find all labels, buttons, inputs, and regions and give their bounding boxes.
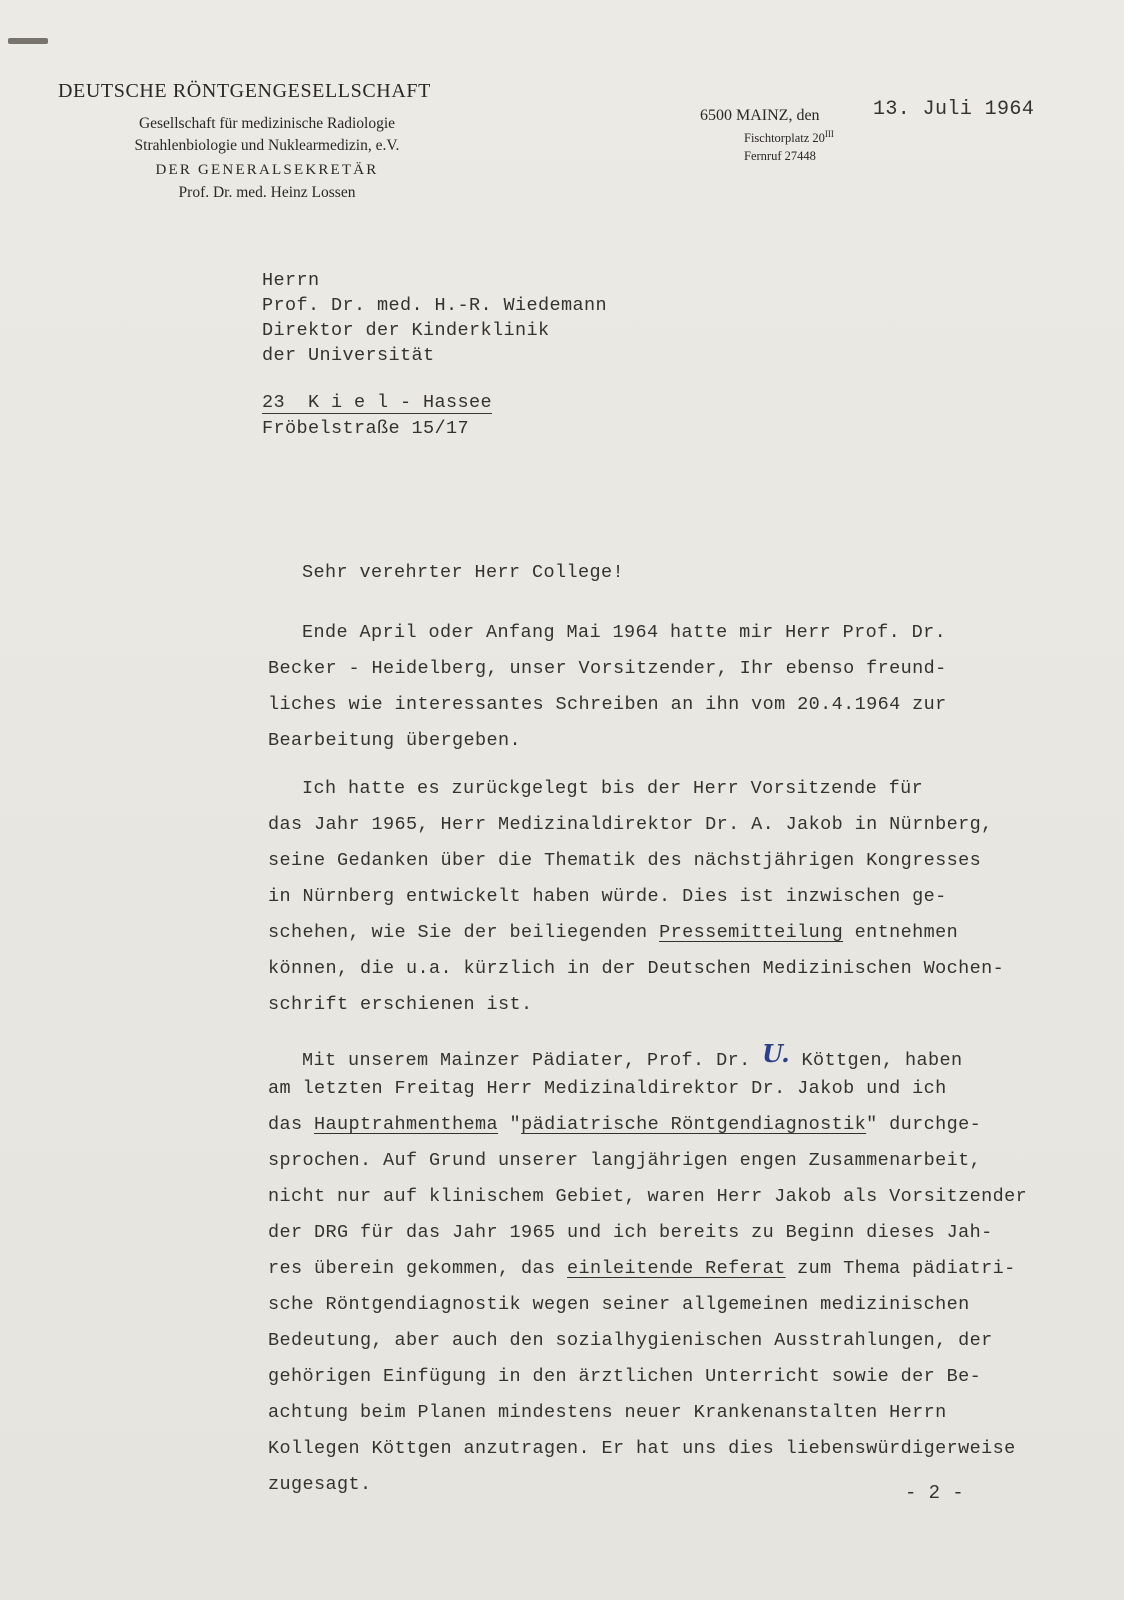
letterhead-phone: Fernruf 27448 (744, 149, 816, 163)
letterhead-person: Prof. Dr. med. Heinz Lossen (178, 184, 356, 201)
p2-line: seine Gedanken über die Thematik des nächstjährigen Kongresses (268, 850, 982, 871)
referat-underlined: einleitende Referat (567, 1258, 786, 1279)
letterhead-role: DER GENERALSEKRETÄR (155, 162, 379, 178)
p3-line: nicht nur auf klinischem Gebiet, waren Herr Jakob als Vorsitzender (268, 1186, 1028, 1207)
p3-line: res überein gekommen, das einleitende Referat zum Thema pädiatri- (268, 1258, 1016, 1279)
p1-line: Ende April oder Anfang Mai 1964 hatte mir Herr Prof. Dr. (302, 622, 947, 643)
letterhead-org-name: DEUTSCHE RÖNTGENGESELLSCHAFT (58, 80, 431, 102)
hauptrahmenthema-underlined: Hauptrahmenthema (314, 1114, 499, 1135)
letterhead-subtitle-1: Gesellschaft für medizinische Radiologie (138, 115, 396, 132)
recipient-line-2: Prof. Dr. med. H.-R. Wiedemann (262, 295, 608, 316)
p3-line: sche Röntgendiagnostik wegen seiner allgemeinen medizinischen (268, 1294, 970, 1315)
letterhead-subtitle-2: Strahlenbiologie und Nuklearmedizin, e.V. (134, 137, 400, 154)
p3-line: zugesagt. (268, 1474, 372, 1495)
p2-line: in Nürnberg entwickelt haben würde. Dies ist inzwischen ge- (268, 886, 947, 907)
p3-line: sprochen. Auf Grund unserer langjährigen engen Zusammenarbeit, (268, 1150, 982, 1171)
letterhead-street: Fischtorplatz $20^{III}$ (744, 129, 834, 146)
salutation: Sehr verehrter Herr College! (302, 562, 625, 583)
letter-date: 13. Juli 1964 (873, 98, 1035, 121)
p1-line: Becker - Heidelberg, unser Vorsitzender, Ihr ebenso freund- (268, 658, 947, 679)
recipient-city: 23 K i e l - Hassee (262, 392, 493, 413)
p3-line: das Hauptrahmenthema "pädiatrische Röntgendiagnostik" durchge- (268, 1114, 982, 1135)
p2-line: schehen, wie Sie der beiliegenden Pressemitteilung entnehmen (268, 922, 959, 943)
p3-line: gehörigen Einfügung in den ärztlichen Unterricht sowie der Be- (268, 1366, 982, 1387)
recipient-line-4: der Universität (262, 345, 435, 366)
p2-line: Ich hatte es zurückgelegt bis der Herr Vorsitzende für (302, 778, 924, 799)
p3-line: der DRG für das Jahr 1965 und ich bereits zu Beginn dieses Jah- (268, 1222, 993, 1243)
pressemitteilung-underlined: Pressemitteilung (659, 922, 844, 943)
recipient-street: Fröbelstraße 15/17 (262, 418, 470, 439)
p3-line: Kollegen Köttgen anzutragen. Er hat uns dies liebenswürdigerweise (268, 1438, 1016, 1459)
paper-clip-mark (8, 38, 48, 44)
p3-line: am letzten Freitag Herr Medizinaldirektor Dr. Jakob und ich (268, 1078, 947, 1099)
p2-line: können, die u.a. kürzlich in der Deutschen Medizinischen Wochen- (268, 958, 1005, 979)
p3-line: Mit unserem Mainzer Pädiater, Prof. Dr. U. Köttgen, haben (302, 1039, 963, 1071)
p1-line: Bearbeitung übergeben. (268, 730, 522, 751)
recipient-line-3: Direktor der Kinderklinik (262, 320, 550, 341)
theme-underlined: pädiatrische Röntgendiagnostik (521, 1114, 867, 1135)
recipient-line-1: Herrn (262, 270, 320, 291)
p2-line: das Jahr 1965, Herr Medizinaldirektor Dr. A. Jakob in Nürnberg, (268, 814, 993, 835)
page-number: - 2 - (905, 1482, 965, 1504)
handwritten-initial: U. (762, 1039, 790, 1068)
p3-line: achtung beim Planen mindestens neuer Krankenanstalten Herrn (268, 1402, 947, 1423)
p3-line: Bedeutung, aber auch den sozialhygienischen Ausstrahlungen, der (268, 1330, 993, 1351)
p1-line: liches wie interessantes Schreiben an ihn vom 20.4.1964 zur (268, 694, 947, 715)
p2-line: schrift erschienen ist. (268, 994, 533, 1015)
letterhead-place: 6500 MAINZ, den (700, 107, 820, 124)
